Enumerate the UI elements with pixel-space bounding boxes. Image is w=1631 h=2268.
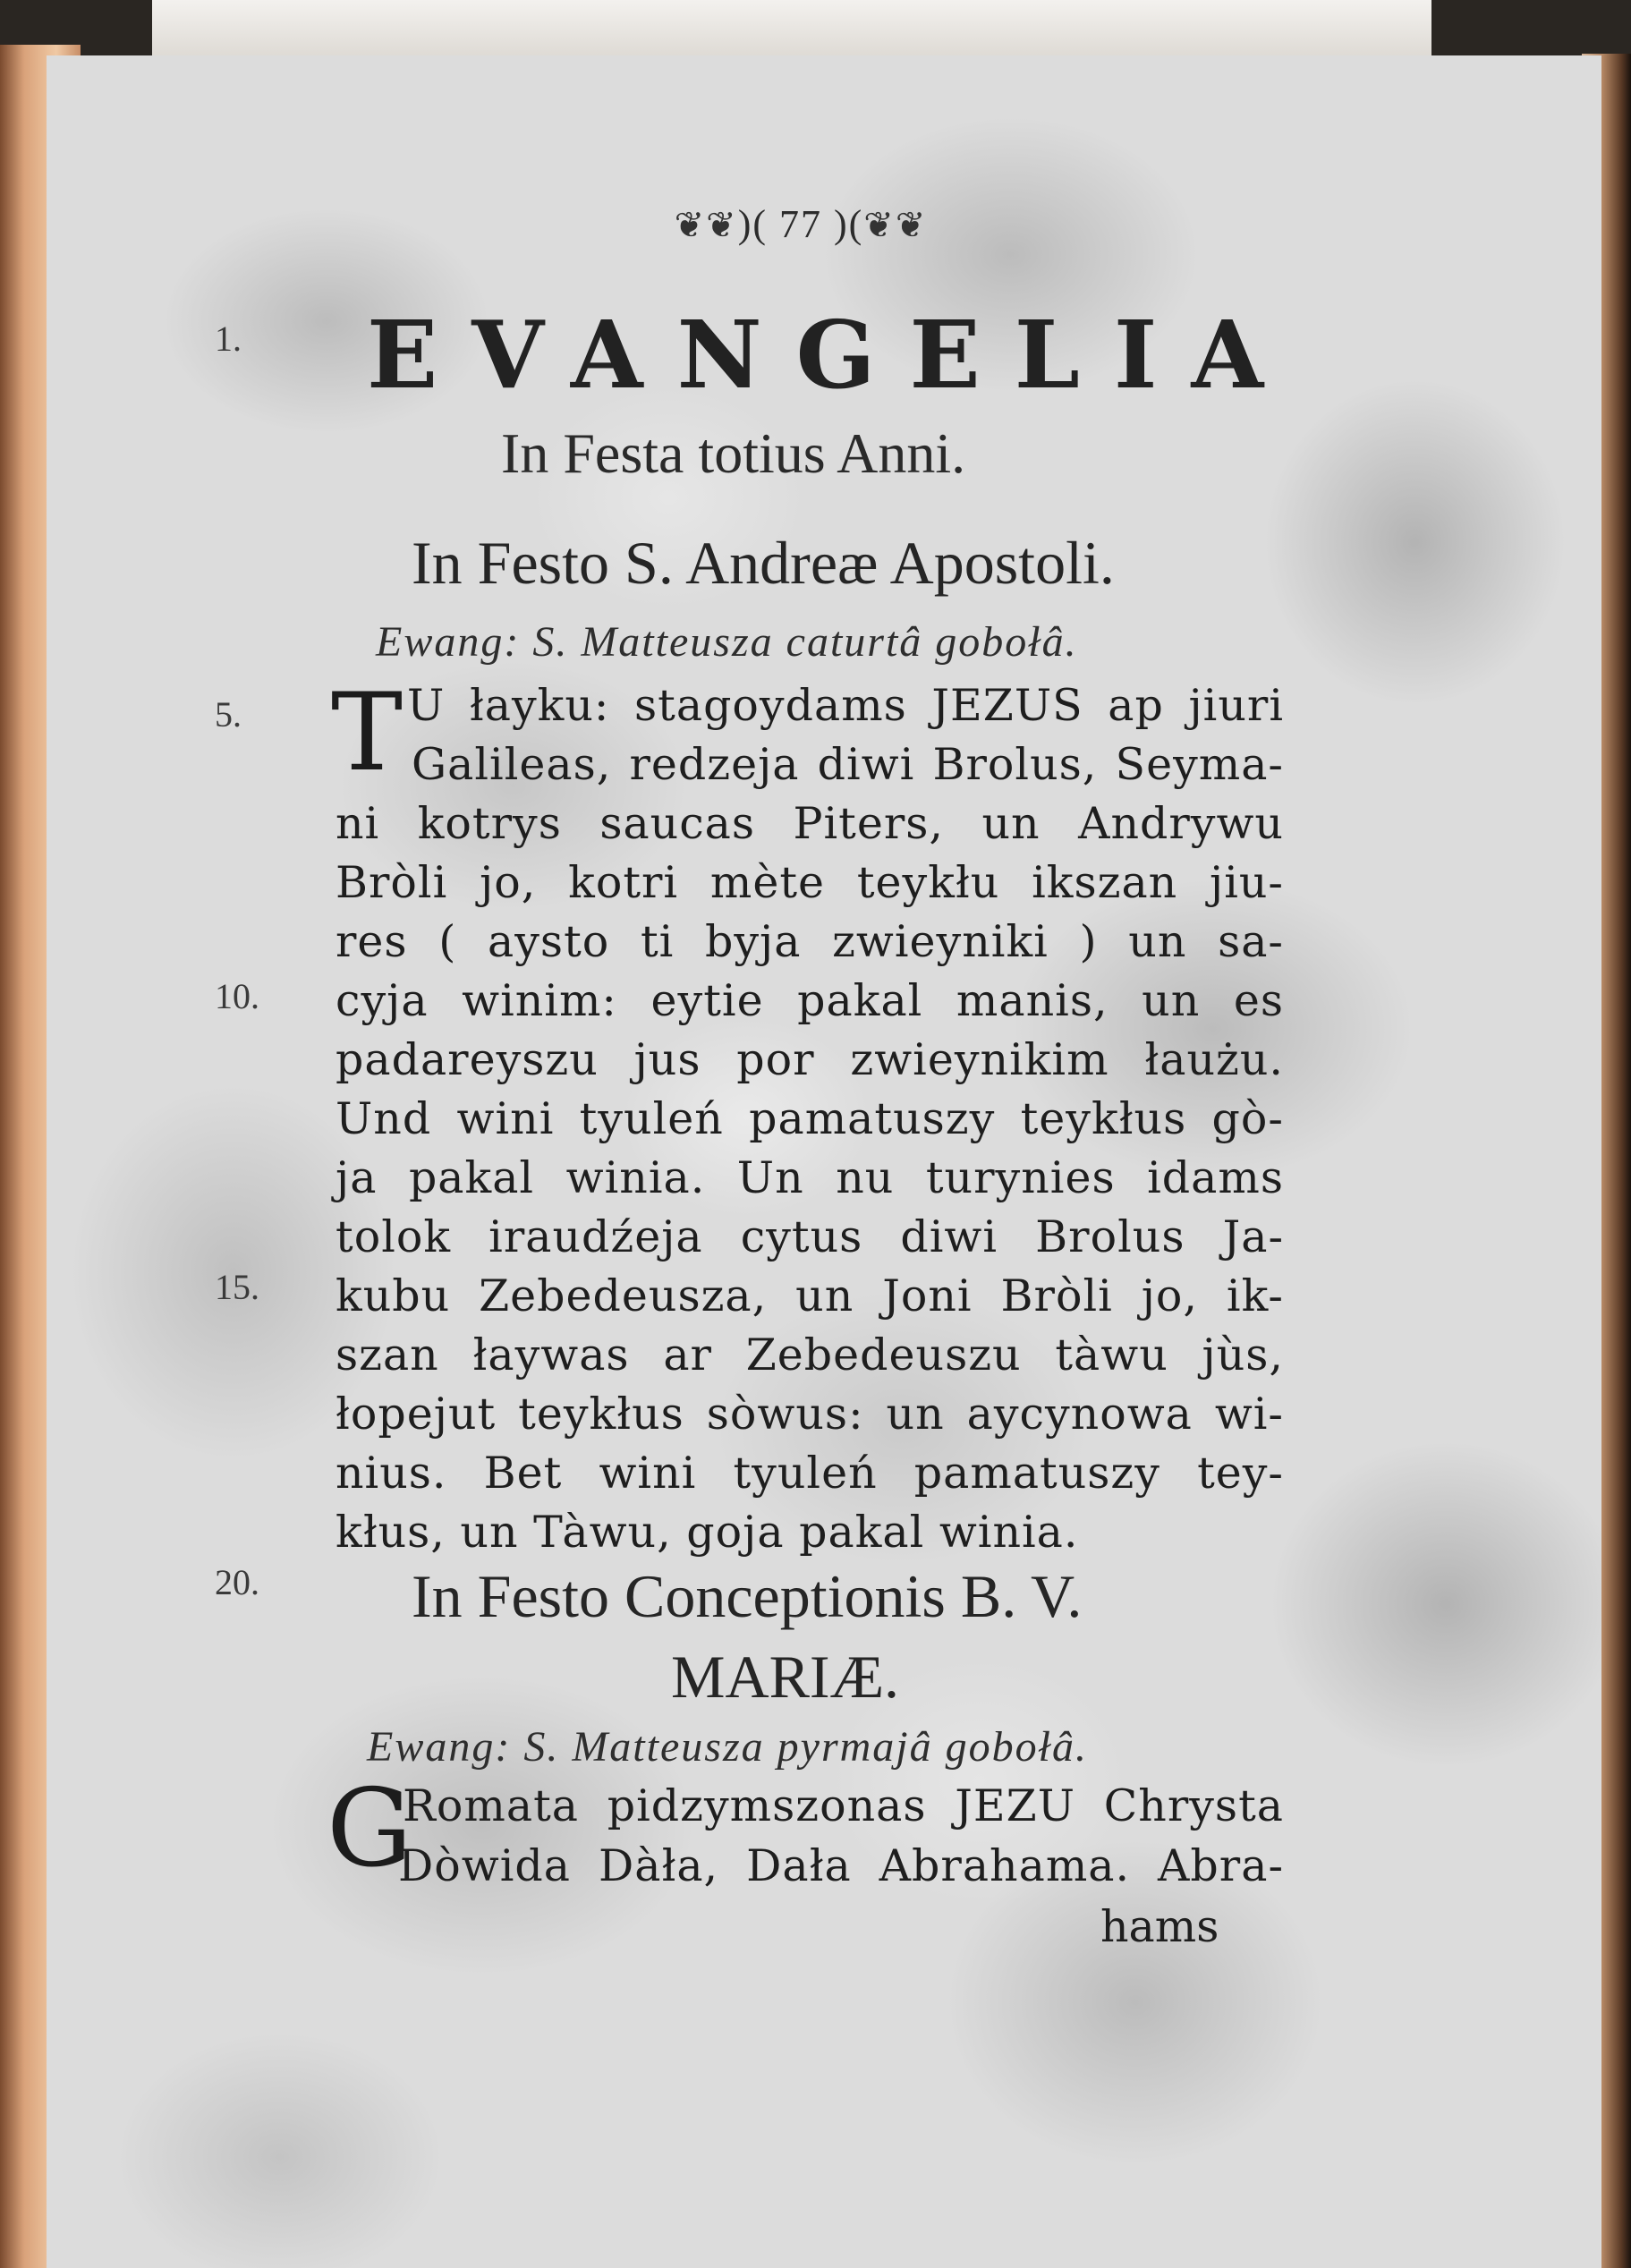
section1-line-10: tolok iraudźeja cytus diwi Brolus Ja- bbox=[336, 1211, 1284, 1262]
section1-line-6: cyja winim: eytie pakal manis, un es bbox=[336, 975, 1284, 1026]
catchword: hams bbox=[1100, 1901, 1219, 1952]
section1-line-15: kłus, un Tàwu, goja pakal winia. bbox=[336, 1507, 1079, 1558]
scanner-background bbox=[152, 0, 1431, 63]
section2-heading-line1: In Festo Conceptionis B. V. bbox=[412, 1562, 1083, 1630]
section1-heading: In Festo S. Andreæ Apostoli. bbox=[412, 529, 1115, 597]
section1-line-12: szan łaywas ar Zebedeuszu tàwu jùs, bbox=[336, 1329, 1284, 1380]
section1-line-14: nius. Bet wini tyuleń pamatuszy tey- bbox=[336, 1448, 1284, 1499]
line-number-1: 1. bbox=[215, 319, 242, 359]
line-number-20: 20. bbox=[215, 1562, 259, 1602]
section1-line-1: U łayku: stagoydams JEZUS ap jiuri bbox=[407, 680, 1284, 731]
section2-dropcap: G bbox=[327, 1767, 412, 1891]
page-number: )( 77 )( bbox=[737, 202, 864, 246]
line-number-5: 5. bbox=[215, 694, 242, 735]
line-number-10: 10. bbox=[215, 976, 259, 1016]
ornament-right-icon: ❦❦ bbox=[863, 205, 928, 245]
section1-dropcap: T bbox=[331, 671, 404, 795]
section1-line-4: Bròli jo, kotri mète teykłu ikszan jiu- bbox=[336, 857, 1284, 908]
section1-line-7: padareyszu jus por zwieynikim łaużu. bbox=[336, 1034, 1284, 1085]
section1-reference: Ewang: S. Matteusza caturtâ gobołâ. bbox=[376, 618, 1078, 666]
line-number-15: 15. bbox=[215, 1267, 259, 1307]
section2-reference: Ewang: S. Matteusza pyrmajâ gobołâ. bbox=[367, 1723, 1088, 1771]
section1-line-3: ni kotrys saucas Piters, un Andrywu bbox=[336, 798, 1284, 849]
page-header bbox=[653, 201, 948, 247]
section1-line-8: Und wini tyuleń pamatuszy teykłus gò- bbox=[336, 1093, 1284, 1144]
ornament-left-icon: ❦❦ bbox=[674, 205, 738, 245]
section1-line-2: Galileas, redzeja diwi Brolus, Seyma- bbox=[412, 739, 1284, 790]
page-subtitle: In Festa totius Anni. bbox=[501, 421, 966, 485]
page-title: EVANGELIA bbox=[367, 300, 1298, 410]
section1-line-11: kubu Zebedeusza, un Joni Bròli jo, ik- bbox=[336, 1270, 1284, 1321]
section2-line-2: Dòwida Dàła, Dała Abrahama. Abra- bbox=[398, 1840, 1284, 1891]
section2-heading-line2: MARIÆ. bbox=[671, 1643, 900, 1711]
section2-line-1: Romata pidzymszonas JEZU Chrysta bbox=[403, 1780, 1284, 1831]
section1-line-5: res ( aysto ti byja zwieyniki ) un sa- bbox=[336, 916, 1284, 967]
section1-line-13: łopejut teykłus sòwus: un aycynowa wi- bbox=[336, 1389, 1284, 1440]
section1-line-9: ja pakal winia. Un nu turynies idams bbox=[336, 1152, 1284, 1203]
